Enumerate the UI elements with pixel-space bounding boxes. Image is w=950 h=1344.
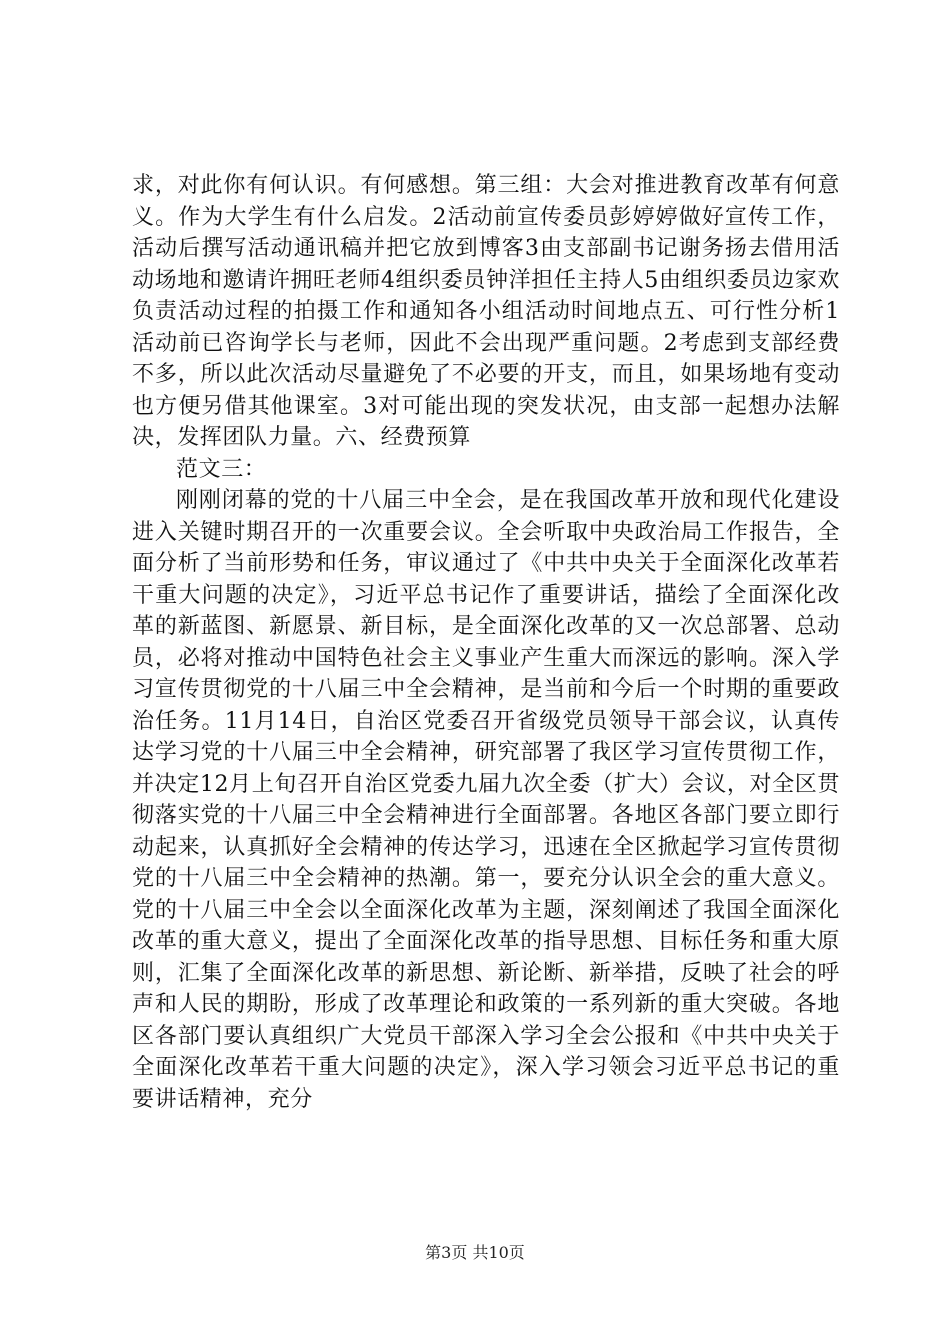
page-footer: 第3页 共10页 <box>425 1243 525 1262</box>
paragraph-activity-plan: 求，对此你有何认识。有何感想。第三组：大会对推进教育改革有何意义。作为大学生有什么启发。2活动前宣传委员彭婷婷做好宣传工作，活动后撰写活动通讯稿并把它放到博客3由支部副书记谢务扬去借用活动场地和邀请许拥旺老师4组织委员钟洋担任主持人5由组织委员边家欢负责活动过程的拍摄工作和通知各小组活动时间地点五、可行性分析1活动前已咨询学长与老师，因此不会出现严重问题。2考虑到支部经费不多，所以此次活动尽量避免了不必要的开支，而且，如果场地有变动也方便另借其他课室。3对可能出现的突发状况，由支部一起想办法解决，发挥团队力量。六、经费预算 <box>132 173 840 450</box>
paragraph-third-plenum: 刚刚闭幕的党的十八届三中全会，是在我国改革开放和现代化建设进入关键时期召开的一次重要会议。全会听取中央政治局工作报告，全面分析了当前形势和任务，审议通过了《中共中央关于全面深化改革若干重大问题的决定》，习近平总书记作了重要讲话，描绘了全面深化改革的新蓝图、新愿景、新目标，是全面深化改革的又一次总部署、总动员，必将对推动中国特色社会主义事业产生重大而深远的影响。深入学习宣传贯彻党的十八届三中全会精神，是当前和今后一个时期的重要政治任务。11月14日，自治区党委召开省级党员领导干部会议，认真传达学习党的十八届三中全会精神，研究部署了我区学习宣传贯彻工作，并决定12月上旬召开自治区党委九届九次全委（扩大）会议，对全区贯彻落实党的十八届三中全会精神进行全面部署。各地区各部门要立即行动起来，认真抓好全会精神的传达学习，迅速在全区掀起学习宣传贯彻党的十八届三中全会精神的热潮。第一，要充分认识全会的重大意义。党的十八届三中全会以全面深化改革为主题，深刻阐述了我国全面深化改革的重大意义，提出了全面深化改革的指导思想、目标任务和重大原则，汇集了全面深化改革的新思想、新论断、新举措，反映了社会的呼声和人民的期盼，形成了改革理论和政策的一系列新的重大突破。各地区各部门要认真组织广大党员干部深入学习全会公报和《中共中央关于全面深化改革若干重大问题的决定》，深入学习领会习近平总书记的重要讲话精神，充分 <box>132 488 840 1112</box>
document-body <box>132 170 840 1115</box>
paragraph-sample-heading: 范文三： <box>176 456 267 482</box>
